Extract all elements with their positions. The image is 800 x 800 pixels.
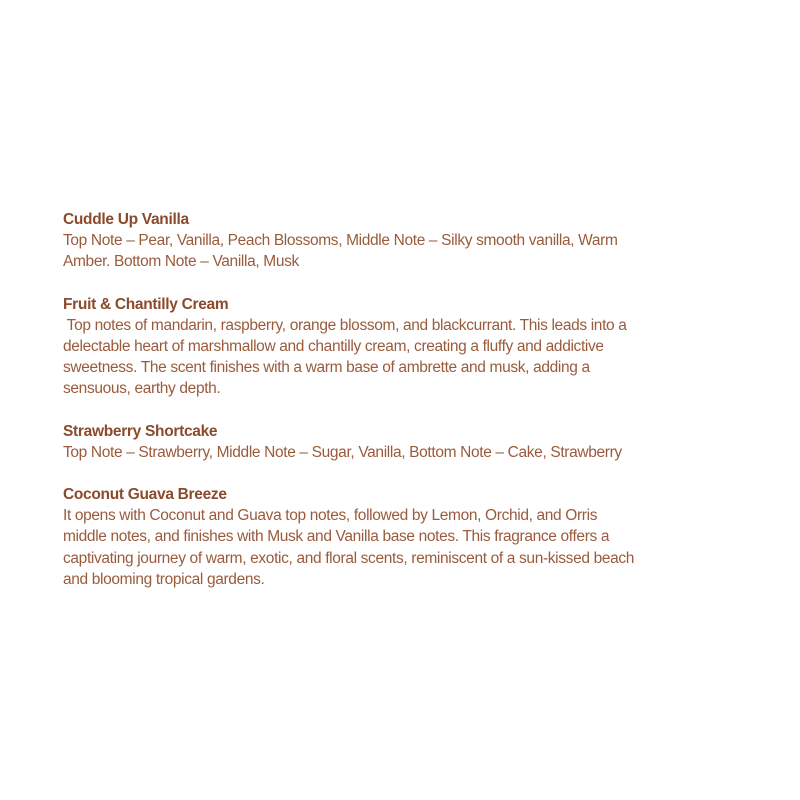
description-line: Top Note – Pear, Vanilla, Peach Blossoms, Middle Note – Silky smooth vanilla, Warm: [63, 232, 618, 249]
fragrance-section-coconut-guava-breeze: [63, 484, 763, 590]
fragrance-section-cuddle-up-vanilla: [63, 209, 763, 273]
description-line: and blooming tropical gardens.: [63, 570, 265, 588]
description-line: Amber. Bottom Note – Vanilla, Musk: [63, 253, 299, 271]
description-line: delectable heart of marshmallow and chantilly cream, creating a fluffy and addictive: [63, 337, 604, 355]
description-line: captivating journey of warm, exotic, and floral scents, reminiscent of a sun-kissed beach: [63, 549, 635, 567]
fragrance-title: Strawberry Shortcake: [63, 422, 218, 440]
fragrance-title: Cuddle Up Vanilla: [63, 211, 189, 228]
fragrance-section-strawberry-shortcake: [63, 421, 763, 463]
description-line: It opens with Coconut and Guava top notes, followed by Lemon, Orchid, and Orris: [63, 507, 598, 525]
fragrance-notes-document: [63, 209, 763, 611]
fragrance-title: Fruit & Chantilly Cream: [63, 295, 229, 313]
description-line: Top Note – Strawberry, Middle Note – Sugar, Vanilla, Bottom Note – Cake, Strawberry: [63, 443, 622, 461]
fragrance-title: Coconut Guava Breeze: [63, 486, 227, 504]
description-line: sweetness. The scent finishes with a warm base of ambrette and musk, adding a: [63, 359, 590, 377]
description-line: sensuous, earthy depth.: [63, 380, 221, 398]
description-line: middle notes, and finishes with Musk and Vanilla base notes. This fragrance offers a: [63, 528, 610, 546]
fragrance-section-fruit-chantilly-cream: [63, 294, 763, 400]
description-line: Top notes of mandarin, raspberry, orange blossom, and blackcurrant. This leads into a: [63, 316, 627, 334]
